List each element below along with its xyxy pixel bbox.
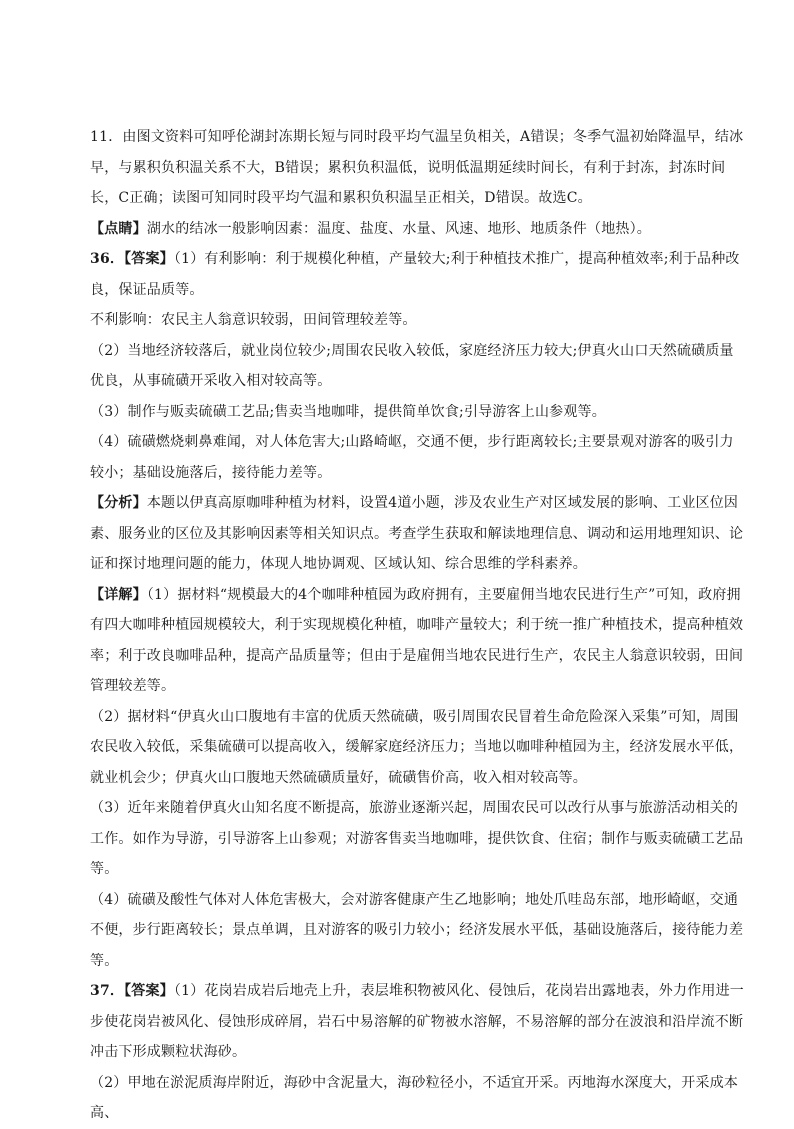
- section-label-fenxi: 【分析】: [90, 495, 147, 511]
- paragraph-q37-answer: [90, 976, 745, 1068]
- paragraph-text: （3）近年来随着伊真火山知名度不断提高，旅游业逐渐兴起，周围农民可以改行从事与旅游活动相关的工作。如作为导游，引导游客上山参观；对游客售卖当地咖啡，提供饮食、住宿；制作与贩卖硫磺工艺品等。: [90, 800, 744, 877]
- paragraph-text: 湖水的结冰一般影响因素：温度、盐度、水量、风速、地形、地质条件（地热）。: [146, 220, 652, 237]
- paragraph-text: （4）硫磺燃烧刺鼻难闻，对人体危害大;山路崎岖，交通不便，步行距离较长;主要景观对游客的吸引力较小；基础设施落后，接待能力差等。: [90, 434, 734, 481]
- paragraph-xiangjie-3: [90, 793, 745, 885]
- paragraph-q36-unfavorable: [90, 305, 745, 336]
- paragraph-text: （2）甲地在淤泥质海岸附近，海砂中含泥量大，海砂粒径小，不适宜开采。丙地海水深度大，开采成本高、: [90, 1074, 739, 1121]
- paragraph-text: （2）当地经济较落后，就业岗位较少;周围农民收入较低，家庭经济压力较大;伊真火山口天然硫磺质量优良，从事硫磺开采收入相对较高等。: [90, 342, 734, 389]
- paragraph-xiangjie-4: [90, 885, 745, 977]
- paragraph-fenxi: [90, 488, 745, 580]
- section-label-q36-answer: 36．【答案】: [90, 251, 174, 267]
- paragraph-q11: [90, 122, 745, 214]
- paragraph-text: 11．由图文资料可知呼伦湖封冻期长短与同时段平均气温呈负相关，A错误；冬季气温初始降温早，结冰早，与累积负积温关系不大，B错误；累积负积温低，说明低温期延续时间长，有利于封冻，封冻时间长，C正确；读图可知同时段平均气温和累积负积温呈正相关，D错误。故选C。: [90, 129, 744, 206]
- section-label-q37-answer: 37．【答案】: [90, 983, 174, 999]
- paragraph-q37-answer-2: [90, 1068, 745, 1129]
- paragraph-q36-answer: [90, 244, 745, 305]
- paragraph-text: 本题以伊真高原咖啡种植为材料，设置4道小题，涉及农业生产对区域发展的影响、工业区位因素、服务业的区位及其影响因素等相关知识点。考查学生获取和解读地理信息、调动和运用地理知识、论证和探讨地理问题的能力，体现人地协调观、区域认知、综合思维的学科素养。: [90, 495, 744, 572]
- paragraph-text: （1）花岗岩成岩后地壳上升，表层堆积物被风化、侵蚀后，花岗岩出露地表，外力作用进一步使花岗岩被风化、侵蚀形成碎屑，岩石中易溶解的矿物被水溶解，不易溶解的部分在波浪和沿岸流不断冲击下形成颗粒状海砂。: [90, 983, 744, 1060]
- paragraph-text: （1）据材料“规模最大的4个咖啡种植园为政府拥有，主要雇佣当地农民进行生产”可知，政府拥有四大咖啡种植园规模较大，利于实现规模化种植，咖啡产量较大；利于统一推广种植技术，提高种植效率；利于改良咖啡品种，提高产品质量等；但由于是雇佣当地农民进行生产，农民主人翁意识较弱，田间管理较差等。: [90, 586, 744, 694]
- paragraph-text: 不利影响：农民主人翁意识较弱，田间管理较差等。: [90, 312, 417, 328]
- paragraph-text: （2）据材料“伊真火山口腹地有丰富的优质天然硫磺，吸引周围农民冒着生命危险深入采集”可知，周围农民收入较低，采集硫磺可以提高收入，缓解家庭经济压力；当地以咖啡种植园为主，经济发展水平低，就业机会少；伊真火山口腹地天然硫磺质量好，硫磺售价高，收入相对较高等。: [90, 708, 744, 786]
- paragraph-q36-answer-3: [90, 397, 745, 428]
- paragraph-xiangjie-2: [90, 702, 745, 794]
- paragraph-text: （3）制作与贩卖硫磺工艺品;售卖当地咖啡，提供简单饮食;引导游客上山参观等。: [90, 403, 606, 420]
- section-label-xiangjie: 【详解】: [90, 586, 147, 603]
- paragraph-q36-answer-4: [90, 427, 745, 488]
- document-body: [90, 122, 745, 1129]
- paragraph-q36-answer-2: [90, 336, 745, 397]
- paragraph-text: （1）有利影响：利于规模化种植，产量较大;利于种植技术推广，提高种植效率;利于品种改良，保证品质等。: [90, 251, 740, 298]
- section-label-dianjing: 【点睛】: [90, 220, 147, 237]
- paragraph-text: （4）硫磺及酸性气体对人体危害极大，会对游客健康产生乙地影响；地处爪哇岛东部，地形崎岖，交通不便，步行距离较长；景点单调，且对游客的吸引力较小；经济发展水平低，基础设施落后，接待能力差等。: [90, 891, 744, 969]
- paragraph-xiangjie-1: [90, 580, 745, 702]
- paragraph-dianjing: [90, 214, 745, 245]
